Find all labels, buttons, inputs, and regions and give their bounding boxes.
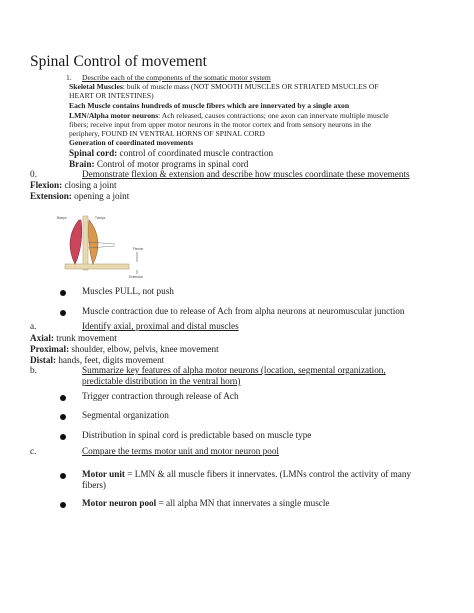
term-label: Distal: xyxy=(30,355,57,365)
bullet-dot xyxy=(60,290,66,296)
term-text: shoulder, elbow, pelvis, knee movement xyxy=(69,344,219,354)
term-text: = all alpha MN that innervates a single muscle xyxy=(156,498,330,508)
motor-pool-line xyxy=(82,498,330,508)
bullet-item: Trigger contraction through release of Ach xyxy=(82,391,239,401)
term-text: hands, feet, digits movement xyxy=(56,355,165,365)
list-number: a. xyxy=(30,321,37,331)
list-number: c. xyxy=(30,446,37,456)
term-label: LMN/Alpha motor neurons xyxy=(69,111,159,120)
motor-unit-line xyxy=(82,469,411,479)
term-label: Spinal cord: xyxy=(69,148,118,158)
section-heading: Compare the terms motor unit and motor neuron pool xyxy=(82,446,279,456)
bullet-item: Distribution in spinal cord is predictable based on muscle type xyxy=(82,430,312,440)
term-label: Motor unit xyxy=(82,469,125,479)
bullet-item: Muscles PULL, not push xyxy=(82,286,174,296)
bullet-dot xyxy=(60,310,66,316)
term-text: control of coordinated muscle contraction xyxy=(117,148,274,158)
flexion-line xyxy=(30,180,117,190)
section-heading: Identify axial, proximal and distal muscles xyxy=(82,321,239,331)
proximal-line xyxy=(30,344,219,354)
bullet-dot xyxy=(60,414,66,420)
term-label: Motor neuron pool xyxy=(82,498,157,508)
term-label: Brain: xyxy=(69,159,95,169)
lmn-line-3: periphery, FOUND IN VENTRAL HORNS OF SPINAL CORD xyxy=(69,129,265,138)
lmn-line-2: fibers; receive input from upper motor neurons in the motor cortex and from sensory neurons in the xyxy=(69,120,371,129)
term-text: : Ach released, causes contractions; one axon can innervate multiple muscle xyxy=(158,111,389,120)
bullet-dot xyxy=(60,473,66,479)
each-muscle-line: Each Muscle contains hundreds of muscle fibers which are innervated by a single axon xyxy=(69,101,350,110)
term-text: = LMN & all muscle fibers it innervates. (LMNs control the activity of many xyxy=(124,469,412,479)
extension-line xyxy=(30,191,129,201)
term-label: Extension: xyxy=(30,191,72,201)
section-heading: Describe each of the components of the somatic motor system xyxy=(82,73,271,82)
forearm-bone xyxy=(65,264,129,269)
spinal-line xyxy=(69,148,273,158)
skeletal-line xyxy=(69,82,379,91)
arm-muscle-figure xyxy=(55,212,155,278)
humerus-bone xyxy=(83,216,88,270)
axial-line xyxy=(30,333,117,343)
biceps-muscle xyxy=(70,220,82,264)
section-heading: Summarize key features of alpha motor neurons (location, segmental organization, xyxy=(82,365,386,375)
section-heading-cont: predictable distribution in the ventral horn) xyxy=(82,376,241,386)
extension-label: Extension xyxy=(129,275,143,278)
list-number: 0. xyxy=(30,169,37,179)
bullet-dot xyxy=(60,434,66,440)
triceps-label: Triceps xyxy=(95,216,106,220)
term-label: Proximal: xyxy=(30,344,70,354)
bullet-dot xyxy=(60,395,66,401)
generation-heading: Generation of coordinated movements xyxy=(69,138,194,147)
skeletal-line-cont: HEART OR INTESTINES) xyxy=(69,91,154,100)
motor-unit-cont: fibers) xyxy=(82,480,106,490)
lmn-line xyxy=(69,111,389,120)
term-label: Axial: xyxy=(30,333,54,343)
flexion-label: Flexion xyxy=(133,247,144,251)
bullet-item: Muscle contraction due to release of Ach from alpha neurons at neuromuscular junction xyxy=(82,306,405,316)
biceps-label: Biceps xyxy=(57,216,67,220)
term-label: Skeletal Muscles xyxy=(69,82,123,91)
list-number: 1. xyxy=(66,73,72,82)
term-text: Control of motor programs in spinal cord xyxy=(94,159,249,169)
bullet-dot xyxy=(60,502,66,508)
term-text: closing a joint xyxy=(62,180,117,190)
section-heading: Demonstrate flexion & extension and describe how muscles coordinate these movements xyxy=(82,169,410,179)
list-number: b. xyxy=(30,365,37,375)
term-text: : bulk of muscle mass (NOT SMOOTH MUSCLES OR STRIATED MSUCLES OF xyxy=(122,82,379,91)
distal-line xyxy=(30,355,164,365)
term-label: Flexion: xyxy=(30,180,63,190)
page-title: Spinal Control of movement xyxy=(30,53,207,70)
term-text: trunk movement xyxy=(54,333,117,343)
brain-line xyxy=(69,159,248,169)
term-text: opening a joint xyxy=(71,191,130,201)
bullet-item: Segmental organization xyxy=(82,410,169,420)
